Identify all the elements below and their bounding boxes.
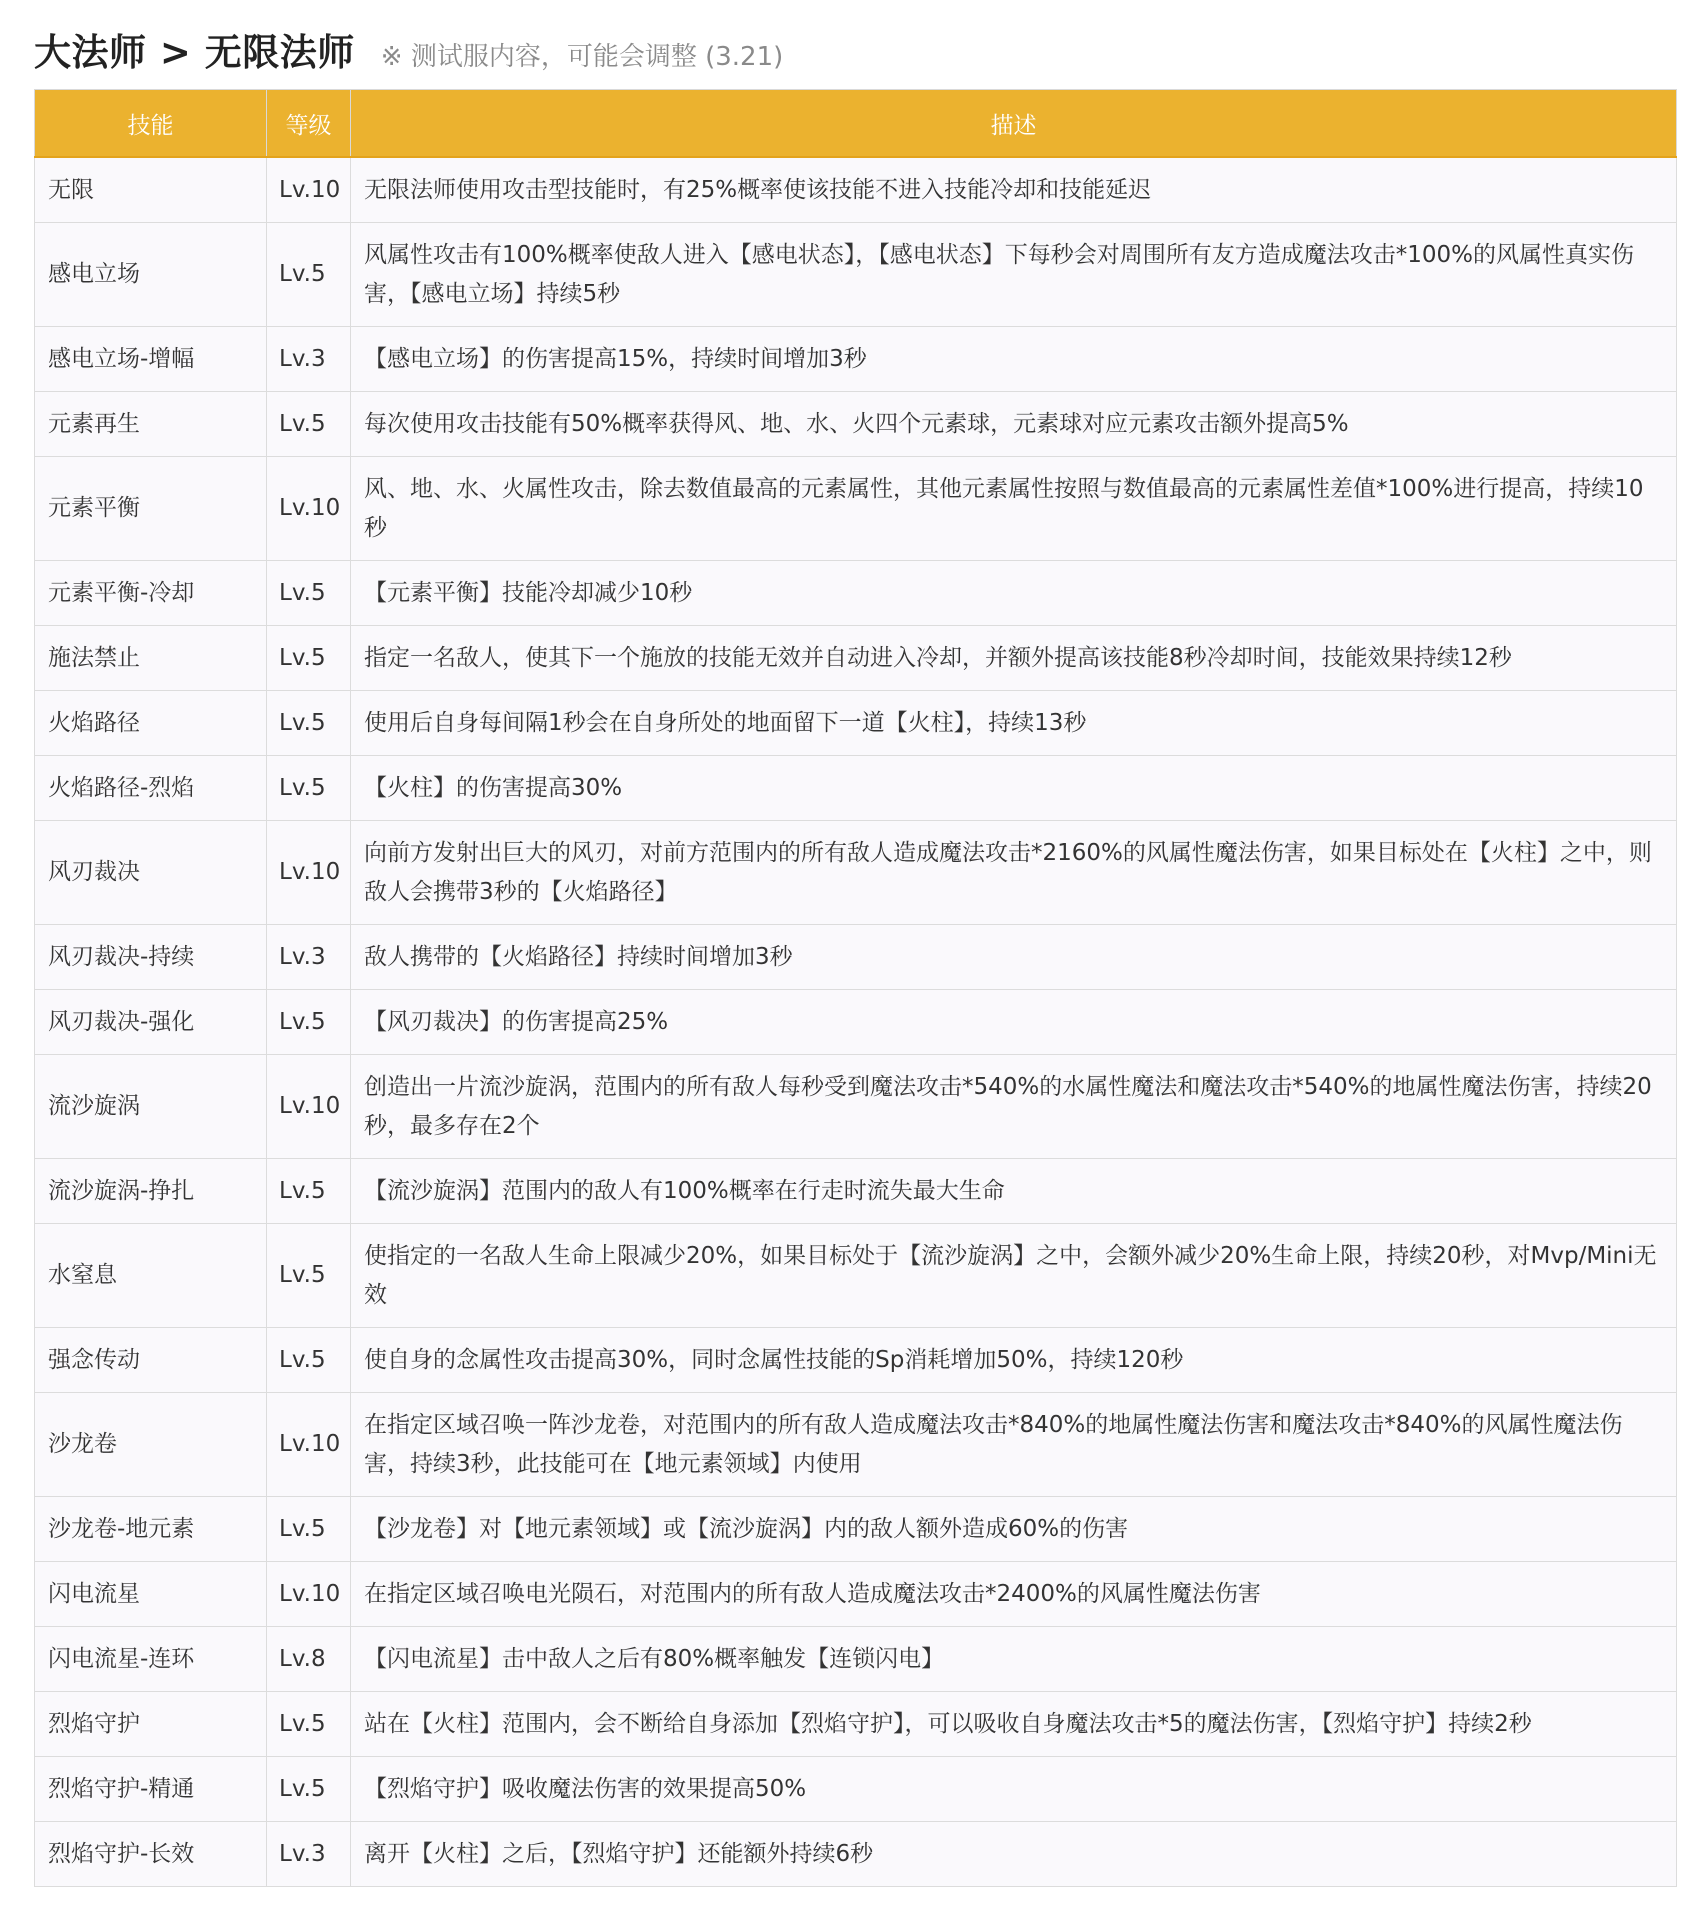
table-row [35, 1627, 1677, 1692]
skill-level-cell: Lv.5 [267, 561, 351, 626]
skill-description-cell: 【火柱】的伤害提高30% [351, 756, 1677, 821]
skill-name-cell: 流沙旋涡-挣扎 [35, 1159, 267, 1224]
skill-description-cell: 向前方发射出巨大的风刃，对前方范围内的所有敌人造成魔法攻击*2160%的风属性魔法伤害，如果目标处在【火柱】之中，则敌人会携带3秒的【火焰路径】 [351, 821, 1677, 925]
skill-name-cell: 火焰路径-烈焰 [35, 756, 267, 821]
table-row [35, 1159, 1677, 1224]
skill-table [34, 89, 1677, 1887]
skill-description-cell: 敌人携带的【火焰路径】持续时间增加3秒 [351, 925, 1677, 990]
skill-description-cell: 无限法师使用攻击型技能时，有25%概率使该技能不进入技能冷却和技能延迟 [351, 157, 1677, 223]
skill-level-cell: Lv.5 [267, 1497, 351, 1562]
skill-level-cell: Lv.10 [267, 821, 351, 925]
table-row [35, 457, 1677, 561]
table-header [35, 90, 1677, 158]
table-row [35, 1757, 1677, 1822]
skill-description-cell: 每次使用攻击技能有50%概率获得风、地、水、火四个元素球，元素球对应元素攻击额外提高5% [351, 392, 1677, 457]
skill-description-cell: 指定一名敌人，使其下一个施放的技能无效并自动进入冷却，并额外提高该技能8秒冷却时间，技能效果持续12秒 [351, 626, 1677, 691]
skill-description-cell: 风属性攻击有100%概率使敌人进入【感电状态】，【感电状态】下每秒会对周围所有友方造成魔法攻击*100%的风属性真实伤害，【感电立场】持续5秒 [351, 223, 1677, 327]
skill-name-cell: 元素再生 [35, 392, 267, 457]
skill-level-cell: Lv.3 [267, 1822, 351, 1887]
skill-level-cell: Lv.3 [267, 327, 351, 392]
skill-name-cell: 强念传动 [35, 1328, 267, 1393]
skill-level-cell: Lv.5 [267, 223, 351, 327]
skill-name-cell: 风刃裁决-持续 [35, 925, 267, 990]
table-row [35, 561, 1677, 626]
skill-name-cell: 闪电流星 [35, 1562, 267, 1627]
skill-description-cell: 风、地、水、火属性攻击，除去数值最高的元素属性，其他元素属性按照与数值最高的元素属性差值*100%进行提高，持续10秒 [351, 457, 1677, 561]
table-row [35, 1562, 1677, 1627]
skill-name-cell: 风刃裁决-强化 [35, 990, 267, 1055]
skill-name-cell: 沙龙卷 [35, 1393, 267, 1497]
table-row [35, 392, 1677, 457]
skill-description-cell: 【感电立场】的伤害提高15%，持续时间增加3秒 [351, 327, 1677, 392]
table-row [35, 223, 1677, 327]
skill-description-cell: 创造出一片流沙旋涡，范围内的所有敌人每秒受到魔法攻击*540%的水属性魔法和魔法攻击*540%的地属性魔法伤害，持续20秒，最多存在2个 [351, 1055, 1677, 1159]
skill-level-cell: Lv.3 [267, 925, 351, 990]
skill-description-cell: 站在【火柱】范围内，会不断给自身添加【烈焰守护】，可以吸收自身魔法攻击*5的魔法伤害，【烈焰守护】持续2秒 [351, 1692, 1677, 1757]
skill-name-cell: 烈焰守护 [35, 1692, 267, 1757]
table-row [35, 157, 1677, 223]
skill-level-cell: Lv.5 [267, 1692, 351, 1757]
skill-description-cell: 【闪电流星】击中敌人之后有80%概率触发【连锁闪电】 [351, 1627, 1677, 1692]
skill-level-cell: Lv.5 [267, 1224, 351, 1328]
skill-description-cell: 【烈焰守护】吸收魔法伤害的效果提高50% [351, 1757, 1677, 1822]
skill-name-cell: 烈焰守护-精通 [35, 1757, 267, 1822]
skill-name-cell: 火焰路径 [35, 691, 267, 756]
skill-name-cell: 闪电流星-连环 [35, 1627, 267, 1692]
skill-level-cell: Lv.10 [267, 1393, 351, 1497]
skill-description-cell: 【流沙旋涡】范围内的敌人有100%概率在行走时流失最大生命 [351, 1159, 1677, 1224]
page-header [34, 22, 783, 82]
skill-level-cell: Lv.5 [267, 1757, 351, 1822]
skill-level-cell: Lv.5 [267, 392, 351, 457]
table-row [35, 1393, 1677, 1497]
skill-level-cell: Lv.5 [267, 756, 351, 821]
skill-description-cell: 在指定区域召唤一阵沙龙卷，对范围内的所有敌人造成魔法攻击*840%的地属性魔法伤害和魔法攻击*840%的风属性魔法伤害，持续3秒，此技能可在【地元素领域】内使用 [351, 1393, 1677, 1497]
skill-level-cell: Lv.5 [267, 626, 351, 691]
skill-level-cell: Lv.10 [267, 1055, 351, 1159]
table-row [35, 1692, 1677, 1757]
skill-name-cell: 沙龙卷-地元素 [35, 1497, 267, 1562]
skill-name-cell: 感电立场 [35, 223, 267, 327]
table-row [35, 756, 1677, 821]
table-row [35, 1822, 1677, 1887]
skill-level-cell: Lv.10 [267, 457, 351, 561]
skill-table-container [34, 89, 1676, 1887]
table-row [35, 626, 1677, 691]
skill-level-cell: Lv.5 [267, 1328, 351, 1393]
skill-description-cell: 使指定的一名敌人生命上限减少20%，如果目标处于【流沙旋涡】之中，会额外减少20%生命上限，持续20秒，对Mvp/Mini无效 [351, 1224, 1677, 1328]
table-row [35, 1497, 1677, 1562]
skill-description-cell: 【沙龙卷】对【地元素领域】或【流沙旋涡】内的敌人额外造成60%的伤害 [351, 1497, 1677, 1562]
table-row [35, 925, 1677, 990]
skill-description-cell: 离开【火柱】之后，【烈焰守护】还能额外持续6秒 [351, 1822, 1677, 1887]
test-server-note: ※ 测试服内容，可能会调整 (3.21) [380, 42, 784, 72]
table-body [35, 157, 1677, 1887]
table-row [35, 1328, 1677, 1393]
skill-level-cell: Lv.5 [267, 691, 351, 756]
skill-name-cell: 元素平衡-冷却 [35, 561, 267, 626]
table-row [35, 691, 1677, 756]
column-header-level: 等级 [267, 90, 351, 158]
skill-level-cell: Lv.10 [267, 157, 351, 223]
page-title: 大法师 > 无限法师 [34, 31, 355, 74]
table-row [35, 1224, 1677, 1328]
skill-name-cell: 施法禁止 [35, 626, 267, 691]
table-row [35, 1055, 1677, 1159]
skill-level-cell: Lv.5 [267, 990, 351, 1055]
header-row [35, 90, 1677, 158]
table-row [35, 990, 1677, 1055]
skill-level-cell: Lv.5 [267, 1159, 351, 1224]
skill-name-cell: 水窒息 [35, 1224, 267, 1328]
skill-description-cell: 【元素平衡】技能冷却减少10秒 [351, 561, 1677, 626]
skill-description-cell: 使用后自身每间隔1秒会在自身所处的地面留下一道【火柱】，持续13秒 [351, 691, 1677, 756]
column-header-skill: 技能 [35, 90, 267, 158]
skill-level-cell: Lv.10 [267, 1562, 351, 1627]
skill-name-cell: 烈焰守护-长效 [35, 1822, 267, 1887]
skill-description-cell: 使自身的念属性攻击提高30%，同时念属性技能的Sp消耗增加50%，持续120秒 [351, 1328, 1677, 1393]
skill-name-cell: 元素平衡 [35, 457, 267, 561]
skill-name-cell: 风刃裁决 [35, 821, 267, 925]
skill-description-cell: 在指定区域召唤电光陨石，对范围内的所有敌人造成魔法攻击*2400%的风属性魔法伤害 [351, 1562, 1677, 1627]
skill-name-cell: 流沙旋涡 [35, 1055, 267, 1159]
skill-name-cell: 感电立场-增幅 [35, 327, 267, 392]
skill-description-cell: 【风刃裁决】的伤害提高25% [351, 990, 1677, 1055]
table-row [35, 821, 1677, 925]
skill-name-cell: 无限 [35, 157, 267, 223]
column-header-description: 描述 [351, 90, 1677, 158]
table-row [35, 327, 1677, 392]
skill-level-cell: Lv.8 [267, 1627, 351, 1692]
